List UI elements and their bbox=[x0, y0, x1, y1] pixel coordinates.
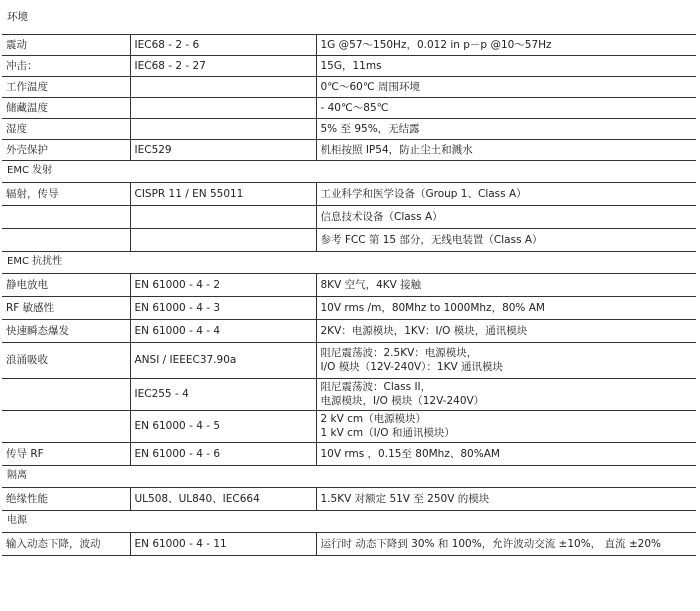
row-standard bbox=[130, 118, 316, 139]
row-value: 2 kV cm（电源模块） 1 kV cm（I/O 和通讯模块） bbox=[316, 410, 696, 442]
table-row bbox=[2, 205, 696, 228]
row-value: 8KV 空气，4KV 接触 bbox=[316, 273, 696, 296]
row-label: 外壳保护 bbox=[2, 139, 130, 160]
row-standard: UL508、UL840、IEC664 bbox=[130, 487, 316, 510]
row-value: 阻尼震荡波：2.5KV：电源模块， I/O 模块（12V-240V）：1KV 通讯模块 bbox=[316, 342, 696, 378]
row-value: 1.5KV 对额定 51V 至 250V 的模块 bbox=[316, 487, 696, 510]
row-standard: EN 61000 - 4 - 11 bbox=[130, 532, 316, 555]
section-row bbox=[2, 465, 696, 487]
row-label: 冲击： bbox=[2, 55, 130, 76]
row-standard: EN 61000 - 4 - 6 bbox=[130, 442, 316, 465]
row-value: 5% 至 95%，无结露 bbox=[316, 118, 696, 139]
row-standard: IEC68 - 2 - 27 bbox=[130, 55, 316, 76]
table-row bbox=[2, 342, 696, 378]
row-label bbox=[2, 410, 130, 442]
row-standard: EN 61000 - 4 - 2 bbox=[130, 273, 316, 296]
row-standard bbox=[130, 228, 316, 251]
row-standard: ANSI / IEEEC37.90a bbox=[130, 342, 316, 378]
table-row bbox=[2, 442, 696, 465]
row-label: 湿度 bbox=[2, 118, 130, 139]
table-row bbox=[2, 34, 696, 55]
table-row bbox=[2, 296, 696, 319]
table-row bbox=[2, 139, 696, 160]
row-standard: EN 61000 - 4 - 5 bbox=[130, 410, 316, 442]
section-row bbox=[2, 160, 696, 182]
row-value: 1G @57～150Hz，0.012 in p－p @10～57Hz bbox=[316, 34, 696, 55]
row-label: 工作温度 bbox=[2, 76, 130, 97]
table-row bbox=[2, 532, 696, 555]
row-value: 机柜按照 IP54，防止尘土和溅水 bbox=[316, 139, 696, 160]
table-row bbox=[2, 228, 696, 251]
title-row bbox=[2, 0, 696, 34]
spec-table-body bbox=[2, 0, 696, 555]
row-label: 浪涌吸收 bbox=[2, 342, 130, 378]
row-value: - 40℃～85℃ bbox=[316, 97, 696, 118]
table-row bbox=[2, 410, 696, 442]
row-standard: EN 61000 - 4 - 4 bbox=[130, 319, 316, 342]
row-label: 震动 bbox=[2, 34, 130, 55]
table-row bbox=[2, 319, 696, 342]
row-label bbox=[2, 205, 130, 228]
row-label: 绝缘性能 bbox=[2, 487, 130, 510]
row-standard bbox=[130, 76, 316, 97]
table-row bbox=[2, 55, 696, 76]
section-row bbox=[2, 510, 696, 532]
row-label: 输入动态下降，波动 bbox=[2, 532, 130, 555]
row-value: 工业科学和医学设备（Group 1、Class A） bbox=[316, 182, 696, 205]
row-standard bbox=[130, 97, 316, 118]
row-value: 2KV：电源模块，1KV：I/O 模块，通讯模块 bbox=[316, 319, 696, 342]
row-label: 辐射，传导 bbox=[2, 182, 130, 205]
page-title: 环境 bbox=[7, 10, 28, 23]
spec-table bbox=[2, 0, 696, 556]
row-value: 0℃～60℃ 周围环境 bbox=[316, 76, 696, 97]
row-value: 运行时 动态下降到 30% 和 100%，允许波动交流 ±10%， 直流 ±20% bbox=[316, 532, 696, 555]
row-standard: IEC68 - 2 - 6 bbox=[130, 34, 316, 55]
row-value: 10V rms ，0.15至 80Mhz、80%AM bbox=[316, 442, 696, 465]
table-row bbox=[2, 182, 696, 205]
section-title: EMC 发射 bbox=[2, 160, 696, 182]
row-standard: CISPR 11 / EN 55011 bbox=[130, 182, 316, 205]
table-row bbox=[2, 378, 696, 410]
row-label: 快速瞬态爆发 bbox=[2, 319, 130, 342]
section-title: 隔离 bbox=[2, 465, 696, 487]
row-standard bbox=[130, 205, 316, 228]
row-label bbox=[2, 228, 130, 251]
row-value: 15G，11ms bbox=[316, 55, 696, 76]
row-value: 10V rms /m，80Mhz to 1000Mhz，80% AM bbox=[316, 296, 696, 319]
table-row bbox=[2, 76, 696, 97]
section-title: EMC 抗扰性 bbox=[2, 251, 696, 273]
row-label: RF 敏感性 bbox=[2, 296, 130, 319]
row-standard: IEC529 bbox=[130, 139, 316, 160]
section-row bbox=[2, 251, 696, 273]
row-standard: IEC255 - 4 bbox=[130, 378, 316, 410]
row-label bbox=[2, 378, 130, 410]
section-title: 电源 bbox=[2, 510, 696, 532]
row-label: 传导 RF bbox=[2, 442, 130, 465]
table-row bbox=[2, 487, 696, 510]
table-row bbox=[2, 97, 696, 118]
table-row bbox=[2, 118, 696, 139]
row-label: 储藏温度 bbox=[2, 97, 130, 118]
table-row bbox=[2, 273, 696, 296]
row-value: 参考 FCC 第 15 部分，无线电装置（Class A） bbox=[316, 228, 696, 251]
row-standard: EN 61000 - 4 - 3 bbox=[130, 296, 316, 319]
row-value: 信息技术设备（Class A） bbox=[316, 205, 696, 228]
row-value: 阻尼震荡波：Class II， 电源模块，I/O 模块（12V-240V） bbox=[316, 378, 696, 410]
row-label: 静电放电 bbox=[2, 273, 130, 296]
